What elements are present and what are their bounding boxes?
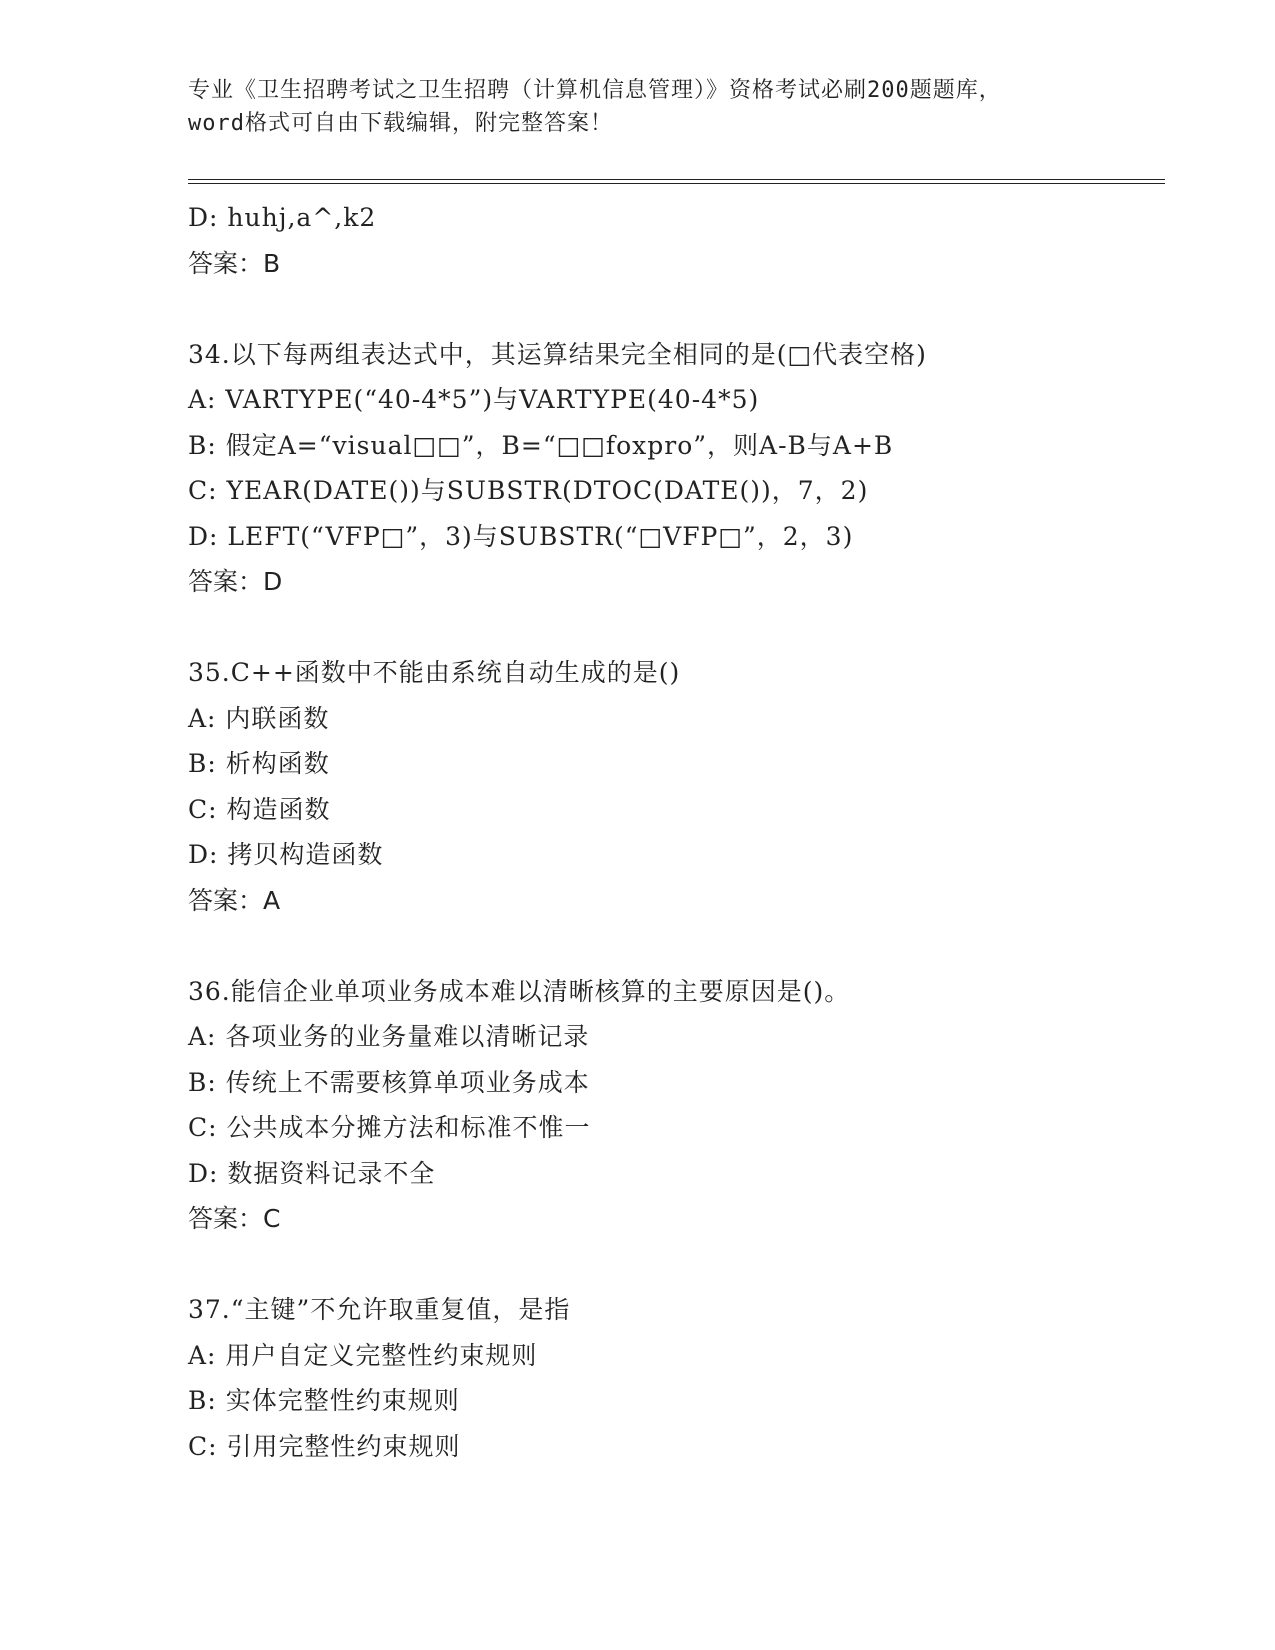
question-34-option-c: C: YEAR(DATE())与SUBSTR(DTOC(DATE())，7，2) [188, 476, 869, 505]
question-37-stem: 37.“主键”不允许取重复值，是指 [188, 1295, 571, 1324]
document-header [188, 74, 1088, 140]
question-35-option-a: A: 内联函数 [188, 703, 330, 733]
question-36-stem: 36.能信企业单项业务成本难以清晰核算的主要原因是()。 [188, 976, 851, 1006]
question-35-answer: 答案：A [188, 885, 281, 915]
header-subtitle-line: word格式可自由下载编辑，附完整答案！ [188, 111, 613, 136]
question-37-option-b: B: 实体完整性约束规则 [188, 1386, 460, 1415]
question-34-option-b: B: 假定A=“visual□□”，B=“□□foxpro”，则A-B与A+B [188, 430, 894, 460]
question-36-option-c: C: 公共成本分摊方法和标准不惟一 [188, 1113, 591, 1142]
question-list [188, 195, 1168, 1469]
spacer [188, 286, 1168, 332]
spacer [188, 923, 1168, 969]
question-34-stem: 34.以下每两组表达式中，其运算结果完全相同的是(□代表空格) [188, 339, 927, 369]
question-36-option-b: B: 传统上不需要核算单项业务成本 [188, 1067, 590, 1097]
header-title-line: 专业《卫生招聘考试之卫生招聘（计算机信息管理）》资格考试必刷200题题库， [188, 78, 1002, 103]
question-35-stem: 35.C++函数中不能由系统自动生成的是() [188, 658, 681, 687]
spacer [188, 605, 1168, 651]
question-36-option-d: D: 数据资料记录不全 [188, 1158, 436, 1188]
header-divider-top [188, 179, 1165, 180]
question-34-option-d: D: LEFT(“VFP□”，3)与SUBSTR(“□VFP□”，2，3) [188, 521, 854, 551]
question-35-option-d: D: 拷贝构造函数 [188, 840, 384, 869]
prev-option-d: D: huhj,a^,k2 [188, 203, 377, 232]
question-34-option-a: A: VARTYPE(“40-4*5”)与VARTYPE(40-4*5) [188, 385, 760, 414]
spacer [188, 1242, 1168, 1288]
header-divider-bottom [188, 183, 1165, 184]
question-37-option-a: A: 用户自定义完整性约束规则 [188, 1340, 538, 1370]
question-35-option-b: B: 析构函数 [188, 749, 330, 778]
question-35-option-c: C: 构造函数 [188, 794, 331, 824]
question-36-option-a: A: 各项业务的业务量难以清晰记录 [188, 1022, 590, 1051]
prev-answer: 答案：B [188, 248, 281, 278]
question-34-answer: 答案：D [188, 567, 283, 596]
question-37-option-c: C: 引用完整性约束规则 [188, 1431, 461, 1461]
question-36-answer: 答案：C [188, 1204, 281, 1233]
